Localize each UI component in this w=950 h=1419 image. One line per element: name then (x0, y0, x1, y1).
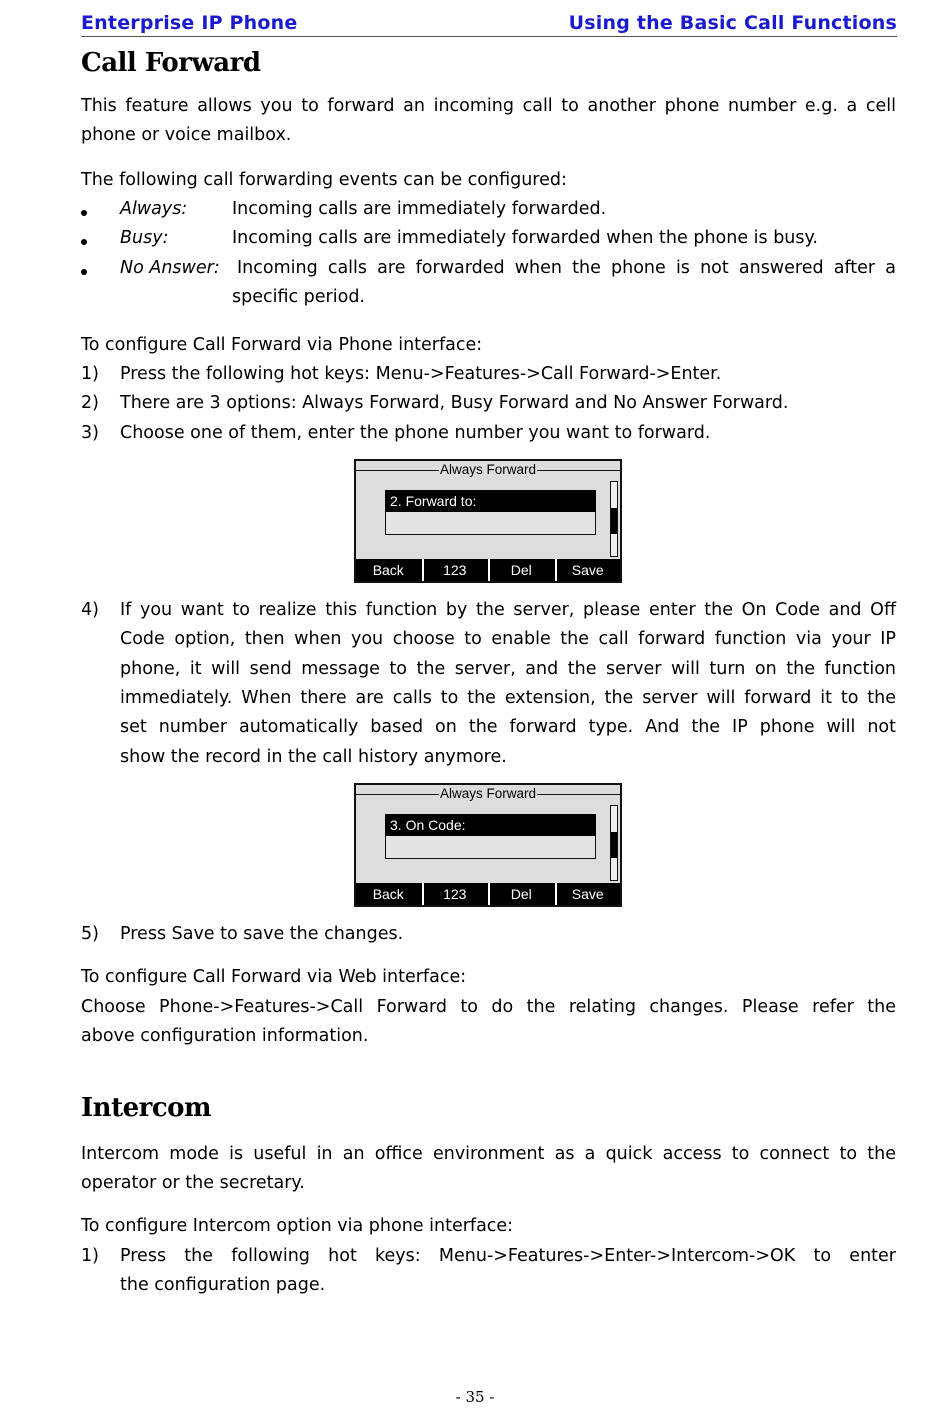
web-config-intro: To configure Call Forward via Web interface: (81, 967, 467, 987)
screen-field-label: 3. On Code: (385, 814, 596, 836)
screen-softkeys (356, 559, 620, 581)
web-config-line-2: above configuration information. (81, 1026, 369, 1046)
step-5-text: Press Save to save the changes. (120, 924, 404, 944)
bullet-icon (81, 239, 87, 245)
step-number: 1) (81, 1246, 99, 1266)
phone-config-intro: To configure Call Forward via Phone interface: (81, 335, 483, 355)
step-number: 2) (81, 393, 99, 413)
step-4-line-2: Code option, then when you choose to enable the call forward function via your IP (120, 629, 896, 649)
intercom-intro-line-1: Intercom mode is useful in an office environment as a quick access to connect to the (81, 1144, 896, 1164)
page-header (81, 12, 897, 37)
bullet-icon (81, 269, 87, 275)
events-intro: The following call forwarding events can be configured: (81, 170, 567, 190)
step-4-line-4: immediately. When there are calls to the extension, the server will forward it to the (120, 688, 896, 708)
screen-field-input (385, 512, 596, 535)
intercom-phone-intro: To configure Intercom option via phone interface: (81, 1216, 514, 1236)
step-number: 5) (81, 924, 99, 944)
phone-screen-forward-to (354, 459, 622, 583)
event-term-always: Always: (120, 199, 188, 219)
softkey-back: Back (357, 559, 420, 581)
step-4-line-5: set number automatically based on the forward type. And the IP phone will not (120, 717, 896, 737)
web-config-line-1: Choose Phone->Features->Call Forward to do the relating changes. Please refer the (81, 997, 896, 1017)
screen-softkeys (356, 883, 620, 905)
step-4-line-3: phone, it will send message to the server, and the server will turn on the function (120, 659, 896, 679)
screen-scrollbar (610, 805, 618, 881)
phone-screen-on-code (354, 783, 622, 907)
event-desc-no-answer-cont: specific period. (232, 287, 365, 307)
step-number: 4) (81, 600, 99, 620)
intercom-step-1-line-1: Press the following hot keys: Menu->Features->Enter->Intercom->OK to enter (120, 1246, 896, 1266)
header-left-title: Enterprise IP Phone (81, 12, 298, 34)
step-number: 1) (81, 364, 99, 384)
step-3-text: Choose one of them, enter the phone number you want to forward. (120, 423, 711, 443)
step-1-text: Press the following hot keys: Menu->Features->Call Forward->Enter. (120, 364, 722, 384)
screen-title: Always Forward (439, 462, 537, 477)
softkey-save: Save (555, 883, 620, 905)
event-desc-no-answer: Incoming calls are forwarded when the phone is not answered after a (237, 258, 896, 278)
section-title-intercom: Intercom (81, 1093, 211, 1123)
softkey-del: Del (488, 883, 553, 905)
softkey-123: 123 (422, 559, 487, 581)
section-title-call-forward: Call Forward (81, 48, 261, 78)
softkey-back: Back (357, 883, 420, 905)
intro-line-1: This feature allows you to forward an incoming call to another phone number e.g. a cell (81, 96, 896, 116)
event-desc-always: Incoming calls are immediately forwarded. (232, 199, 607, 219)
softkey-123: 123 (422, 883, 487, 905)
screen-field-label: 2. Forward to: (385, 490, 596, 512)
event-term-no-answer: No Answer: (120, 258, 220, 278)
softkey-save: Save (555, 559, 620, 581)
step-4-line-6: show the record in the call history anymore. (120, 747, 507, 767)
header-right-title: Using the Basic Call Functions (568, 12, 897, 34)
page-number: - 35 - (455, 1388, 495, 1406)
intro-line-2: phone or voice mailbox. (81, 125, 292, 145)
screen-title: Always Forward (439, 786, 537, 801)
intercom-step-1-line-2: the configuration page. (120, 1275, 326, 1295)
event-term-busy: Busy: (120, 228, 169, 248)
step-4-line-1: If you want to realize this function by the server, please enter the On Code and Off (120, 600, 896, 620)
softkey-del: Del (488, 559, 553, 581)
step-number: 3) (81, 423, 99, 443)
event-desc-busy: Incoming calls are immediately forwarded when the phone is busy. (232, 228, 818, 248)
intercom-intro-line-2: operator or the secretary. (81, 1173, 305, 1193)
bullet-icon (81, 210, 87, 216)
screen-scrollbar (610, 481, 618, 557)
screen-field-input (385, 836, 596, 859)
step-2-text: There are 3 options: Always Forward, Busy Forward and No Answer Forward. (120, 393, 789, 413)
